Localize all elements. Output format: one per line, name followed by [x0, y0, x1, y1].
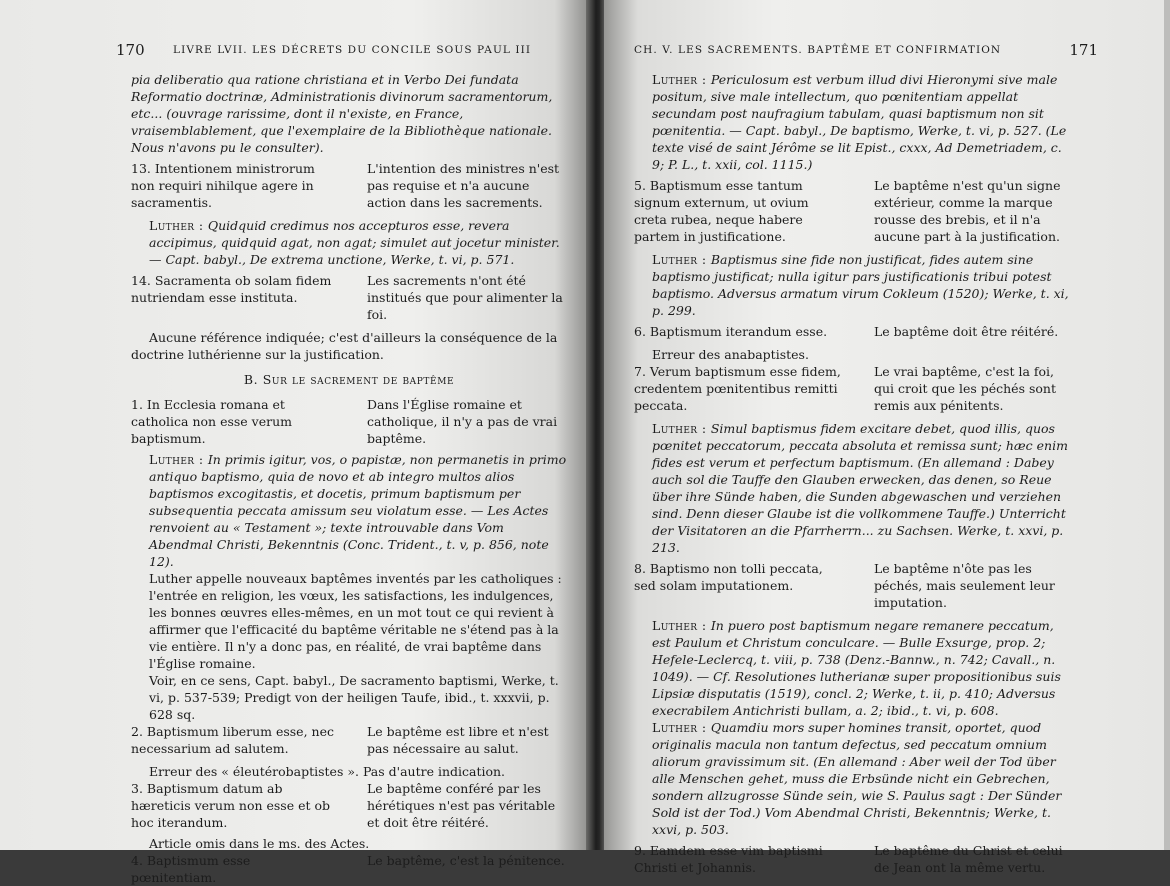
- luther-note-5: [634, 251, 1074, 319]
- error-note-3: Article omis dans le ms. des Actes.: [149, 836, 370, 851]
- latin-text: 8. Baptismo non tolli peccata, sed solam imputationem.: [634, 561, 823, 593]
- latin-text: 14. Sacramenta ob solam fidem nutriendam esse instituta.: [131, 273, 332, 305]
- error-note-6: Erreur des anabaptistes.: [652, 347, 809, 362]
- error-note-2: Erreur des « éleutérobaptistes ». Pas d'autre indication.: [149, 764, 506, 779]
- intro-paragraph: pia deliberatio qua ratione christiana et in Verbo Dei fundata Reformatio doctrinæ, Administrationis divinorum sacramentorum, etc... (ouvrage rarissime, dont il n'existe, en France, vraisemblablement, que l'exemplaire de la Bibliothèque nationale. Nous n'avons pu le consulter).: [131, 72, 553, 155]
- french-text: Les sacrements n'ont été institués que pour alimenter la foi.: [367, 273, 563, 322]
- article-6: [634, 323, 1074, 340]
- latin-text: 5. Baptismum esse tantum signum externum, ut ovium creta rubea, neque habere partem in justificatione.: [634, 178, 809, 244]
- french-text: Le baptême, c'est la pénitence.: [367, 853, 565, 868]
- article-7: [634, 363, 1074, 414]
- french-text: Le baptême n'ôte pas les péchés, mais seulement leur imputation.: [874, 561, 1055, 610]
- latin-text: 3. Baptismum datum ab hæreticis verum non esse et ob hoc iterandum.: [131, 781, 331, 830]
- commentary-reference: Voir, en ce sens, Capt. babyl., De sacramento baptismi, Werke, t. vi, p. 537-539; Predigt von der heiligen Taufe, ibid., t. xxxvii, p. 628 sq.: [149, 673, 559, 722]
- note-lead: Luther :: [652, 72, 711, 87]
- article-4: [131, 852, 567, 886]
- note-lead: Luther :: [149, 452, 208, 467]
- latin-text: 13. Intentionem ministrorum non requiri nihilque agere in sacramentis.: [131, 161, 315, 210]
- luther-note-4: [634, 71, 1074, 173]
- article-13: [131, 160, 567, 211]
- french-text: L'intention des ministres n'est pas requise et n'a aucune action dans les sacrements.: [367, 161, 560, 210]
- note-lead: Luther :: [652, 252, 711, 267]
- article-3: [131, 780, 567, 831]
- left-page-header: [116, 41, 567, 64]
- french-text: Le baptême du Christ et celui de Jean ont la même vertu.: [874, 843, 1063, 875]
- article-2: [131, 723, 567, 757]
- french-text: Le baptême conféré par les hérétiques n'est pas véritable et doit être réitéré.: [367, 781, 556, 830]
- right-page-header: [634, 41, 1098, 64]
- right-page: [604, 0, 1170, 875]
- luther-note-8b: [634, 719, 1074, 838]
- running-title: LIVRE LVII. LES DÉCRETS DU CONCILE SOUS PAUL III: [173, 44, 532, 56]
- latin-text: 7. Verum baptismum esse fidem, credentem pœnitentibus remitti peccata.: [634, 364, 841, 413]
- latin-text: 2. Baptismum liberum esse, nec necessarium ad salutem.: [131, 724, 334, 756]
- latin-text: 9. Eamdem esse vim baptismi Christi et Johannis.: [634, 843, 823, 875]
- page-edge: [1164, 0, 1170, 850]
- note-text: Simul baptismus fidem excitare debet, quod illis, quos pœnitet peccatorum, peccata absoluta et remissa sunt; hæc enim fides est verum et perfectum baptismum. (En allemand : Dabey auch sol die Tauffe den Glauben erwecken, das denen, so Reue über ihre Sünde haben, die Sunden abgewaschen und verziehen sind. Denn dieser Glaube ist die vollkommene Tauffe.) Unterricht der Visitatoren an die Pfarrherrn... zu Sachsen. Werke, t. xxvi, p. 213.: [652, 421, 1068, 555]
- note-text: Baptismus sine fide non justificat, fides autem sine baptismo justificat; nulla igitur pars justificationis tribui potest baptismo. Adversus armatum virum Cokleum (1520); Werke, t. xi, p. 299.: [652, 252, 1069, 318]
- article-1: [131, 396, 567, 447]
- french-text: Le baptême doit être réitéré.: [874, 324, 1059, 339]
- section-heading: B. Sur le sacrement de baptême: [243, 372, 455, 387]
- latin-text: 1. In Ecclesia romana et catholica non esse verum baptismum.: [131, 397, 293, 446]
- page-number: 171: [1069, 41, 1098, 59]
- note-text: In primis igitur, vos, o papistæ, non permanetis in primo antiquo baptismo, quia de novo et ab integro multos alios baptismos excogitastis, et docetis, primum baptismum per subsequentia peccata amissum seu violatum esse. — Les Actes renvoient au « Testament »; texte introuvable dans Vom Abendmal Christi, Bekenntnis (Conc. Trident., t. v, p. 856, note 12).: [149, 452, 567, 569]
- note-text: Quamdiu mors super homines transit, oportet, quod originalis macula non tantum defectus, sed peccatum omnium aliorum gravissimum sit. (En allemand : Aber weil der Tod über alle Menschen gehet, muss die Erbsünde nicht ein Gebrechen, sondern allzugrosse Sünde sein, wie S. Paulus sagt : Der Sünder Sold ist der Tod.) Vom Abendmal Christi, Bekenntnis; Werke, t. xxvi, p. 503.: [652, 720, 1062, 837]
- page-number: 170: [116, 41, 145, 59]
- latin-text: 4. Baptismum esse pœnitentiam.: [131, 853, 251, 885]
- french-text: Dans l'Église romaine et catholique, il n'y a pas de vrai baptême.: [367, 397, 558, 446]
- left-page-body: [131, 71, 567, 886]
- latin-text: 6. Baptismum iterandum esse.: [634, 324, 828, 339]
- article-9: [634, 842, 1074, 876]
- running-title: CH. V. LES SACREMENTS. BAPTÊME ET CONFIRMATION: [634, 44, 1002, 56]
- article-8: [634, 560, 1074, 611]
- french-text: Le baptême est libre et n'est pas nécessaire au salut.: [367, 724, 549, 756]
- commentary-paragraph: Luther appelle nouveaux baptêmes inventés par les catholiques : l'entrée en religion, les vœux, les satisfactions, les indulgences, les bonnes œuvres elles-mêmes, en un mot tout ce qui revient à affirmer que l'efficacité du baptême véritable ne s'étend pas à la vie entière. Il n'y a donc pas, en réalité, de vrai baptême dans l'Église romaine.: [149, 571, 562, 671]
- luther-note-8a: [634, 617, 1074, 719]
- luther-note-13: [131, 217, 567, 268]
- right-page-body: [634, 71, 1074, 876]
- note-lead: Luther :: [652, 720, 711, 735]
- note-text: In puero post baptismum negare remanere peccatum, est Paulum et Christum conculcare. — Bulle Exsurge, prop. 2; Hefele-Leclercq, t. viii, p. 738 (Denz.-Bannw., n. 742; Cavall., n. 1049). — Cf. Resolutiones lutherianæ super propositionibus suis Lipsiæ disputatis (1519), concl. 2; Werke, t. ii, p. 410; Adversus execrabilem Antichristi bullam, a. 2; ibid., t. vi, p. 608.: [652, 618, 1061, 718]
- commentary-14: Aucune référence indiquée; c'est d'ailleurs la conséquence de la doctrine luthérienne sur la justification.: [131, 330, 558, 362]
- note-text: Periculosum est verbum illud divi Hieronymi sive male positum, sive male intellectum, quo pœnitentiam appellat secundam post naufragium tabulam, quasi baptismum non sit pœnitentia. — Capt. babyl., De baptismo, Werke, t. vi, p. 527. (Le texte visé de saint Jérôme se lit Epist., cxxx, Ad Demetriadem, c. 9; P. L., t. xxii, col. 1115.): [652, 72, 1067, 172]
- note-lead: Luther :: [652, 421, 711, 436]
- article-14: [131, 272, 567, 323]
- french-text: Le baptême n'est qu'un signe extérieur, comme la marque rousse des brebis, et il n'a aucune part à la justification.: [874, 178, 1061, 244]
- article-5: [634, 177, 1074, 245]
- luther-note-7: [634, 420, 1074, 556]
- note-lead: Luther :: [149, 218, 208, 233]
- french-text: Le vrai baptême, c'est la foi, qui croit que les péchés sont remis aux pénitents.: [874, 364, 1056, 413]
- note-lead: Luther :: [652, 618, 711, 633]
- luther-note-1: [131, 451, 567, 570]
- note-text: Quidquid credimus nos accepturos esse, revera accipimus, quidquid agat, non agat; simulet aut jocetur minister. — Capt. babyl., De extrema unctione, Werke, t. vi, p. 571.: [149, 218, 560, 267]
